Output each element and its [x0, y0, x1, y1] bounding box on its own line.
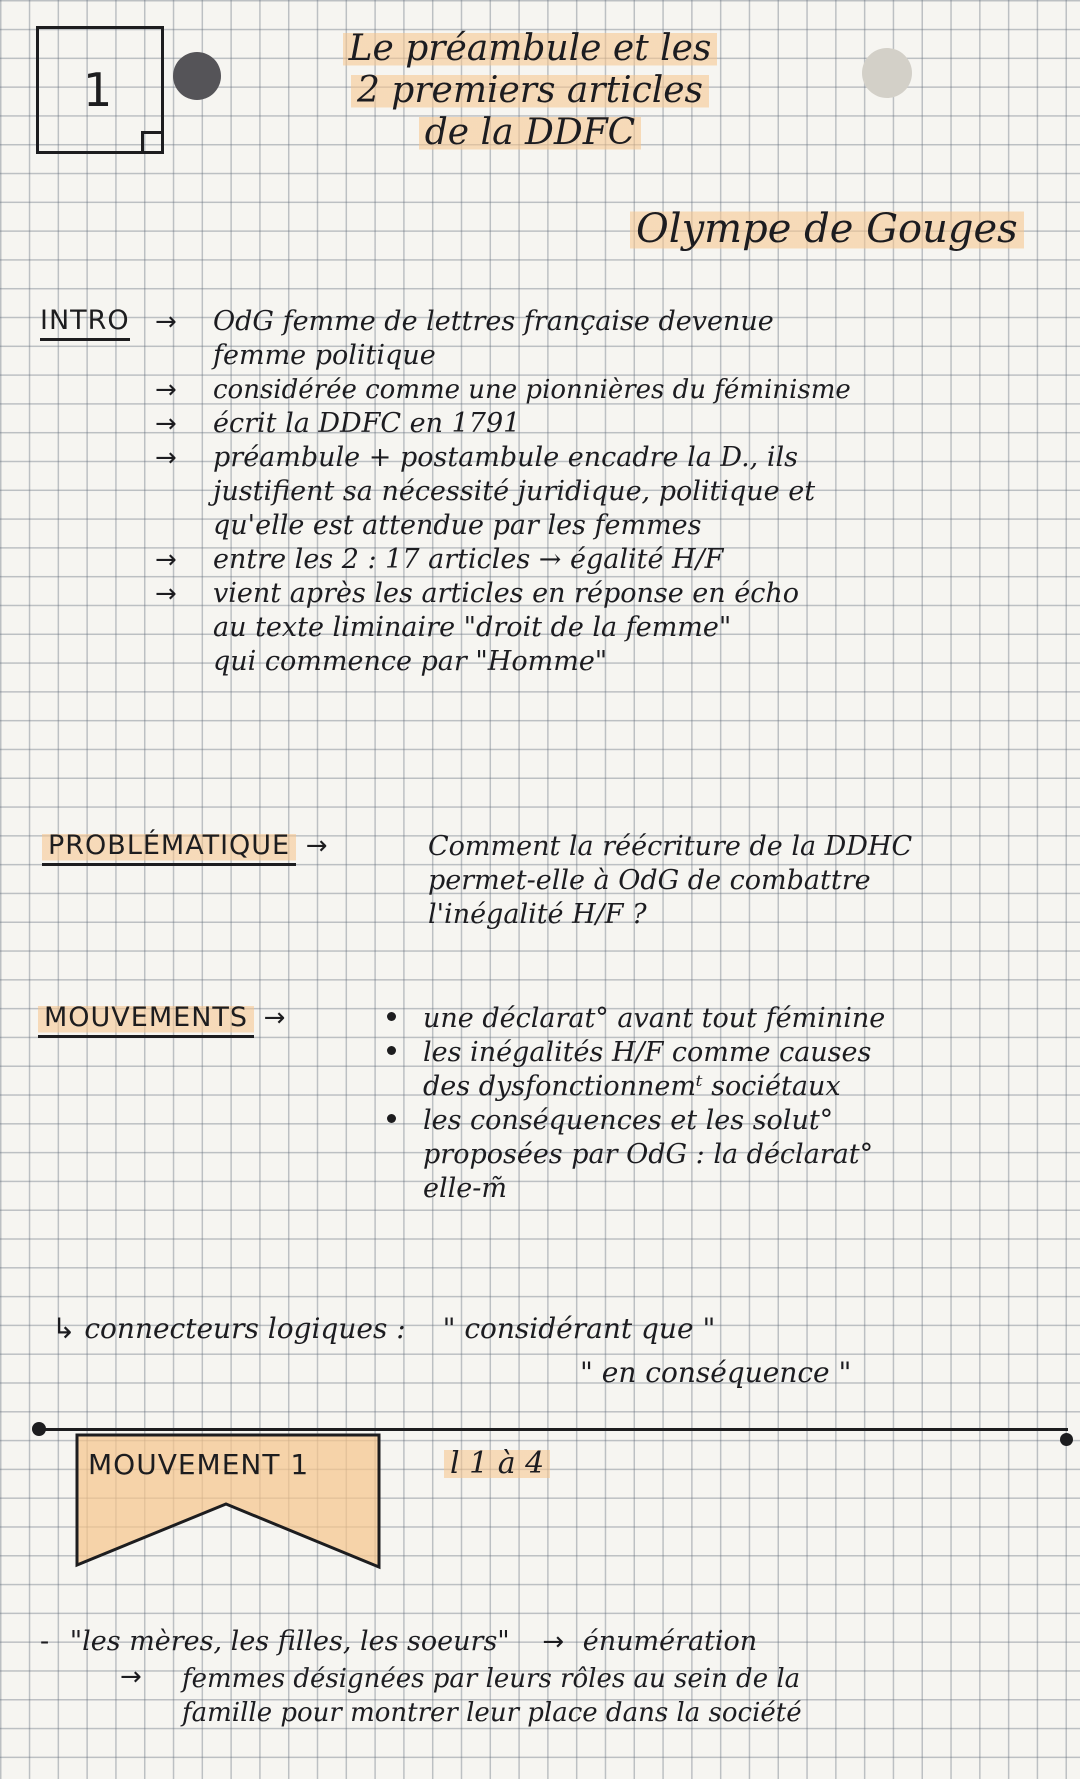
- intro-item-3: → écrit la DDFC en 1791: [155, 408, 521, 439]
- mouvement-1-label: MOUVEMENT 1: [88, 1448, 310, 1481]
- connecteurs-line: [52, 1312, 715, 1346]
- bullet-icon: [387, 1012, 396, 1021]
- arrow-icon: →: [263, 1003, 287, 1033]
- punch-hole-left: [173, 52, 221, 100]
- page-number-box: [36, 26, 164, 154]
- analysis-arrow-text: énumération: [582, 1626, 758, 1657]
- intro-item-4: → préambule + postambule encadre la D., ils justifient sa nécessité juridique, politique et qu'elle est attendue par les femmes: [155, 442, 816, 541]
- mouvements-list: [385, 1002, 1075, 1206]
- dash-bullet: -: [40, 1626, 50, 1657]
- mouvements-item-3: les conséquences et les solut° proposées par OdG : la déclarat° elle-m̃: [385, 1104, 1075, 1206]
- corner-tab: [141, 131, 164, 154]
- author-name: Olympe de Gouges: [630, 206, 1024, 252]
- timeline-dot-right: [1060, 1433, 1073, 1446]
- arrow-icon: →: [155, 579, 177, 609]
- mouvements-item-2: les inégalités H/F comme causes des dysfonctionnemᵗ sociétaux: [385, 1036, 1075, 1104]
- intro-item-5: → entre les 2 : 17 articles → égalité H/F: [155, 544, 724, 575]
- analysis-quote: "les mères, les filles, les soeurs": [69, 1626, 510, 1657]
- intro-list: [155, 305, 1075, 679]
- problematique-text: Comment la réécriture de la DDHC permet-elle à OdG de combattre l'inégalité H/F ?: [428, 831, 913, 930]
- arrow-icon: →: [155, 307, 177, 337]
- arrow-icon: →: [155, 409, 177, 439]
- mouvement-1-range: l 1 à 4: [444, 1446, 550, 1481]
- bullet-icon: [387, 1114, 396, 1123]
- intro-item-1: → OdG femme de lettres française devenue femme politique: [155, 306, 774, 371]
- page-number: 1: [83, 63, 113, 117]
- intro-item-2: → considérée comme une pionnières du féminisme: [155, 375, 851, 405]
- arrow-icon: →: [542, 1627, 565, 1657]
- analysis-quote-line: [40, 1625, 757, 1659]
- analysis-explanation: → femmes désignées par leurs rôles au sein de la famille pour montrer leur place dans la société: [120, 1662, 1075, 1730]
- arrow-icon: →: [155, 375, 177, 405]
- turn-arrow-icon: ↳: [52, 1312, 76, 1345]
- title-line-2: 2 premiers articles: [351, 70, 709, 111]
- intro-item-6: → vient après les articles en réponse en écho au texte liminaire "droit de la femme" qui commence par "Homme": [155, 578, 799, 677]
- connecteur-quote-2: " en conséquence ": [580, 1356, 852, 1389]
- mouvements-item-1: une déclarat° avant tout féminine: [385, 1002, 1075, 1036]
- page-title: [250, 28, 810, 154]
- title-line-3: de la DDFC: [419, 112, 641, 153]
- arrow-icon: →: [155, 545, 177, 575]
- arrow-icon: →: [155, 443, 177, 473]
- bullet-icon: [387, 1046, 396, 1055]
- analysis-item: → femmes désignées par leurs rôles au sein de la: [120, 1662, 801, 1694]
- connecteur-quote-1: " considérant que ": [442, 1312, 716, 1345]
- title-line-1: Le préambule et les: [343, 28, 718, 69]
- problematique-label: PROBLÉMATIQUE →: [42, 830, 329, 861]
- timeline-dot-left: [32, 1422, 46, 1436]
- arrow-icon: →: [305, 831, 329, 861]
- timeline-line: [38, 1428, 1068, 1431]
- mouvements-label: MOUVEMENTS →: [38, 1002, 286, 1033]
- arrow-icon: →: [120, 1662, 142, 1692]
- punch-hole-right: [862, 48, 912, 98]
- intro-label: INTRO: [40, 305, 130, 336]
- connecteurs-text: connecteurs logiques :: [84, 1312, 406, 1345]
